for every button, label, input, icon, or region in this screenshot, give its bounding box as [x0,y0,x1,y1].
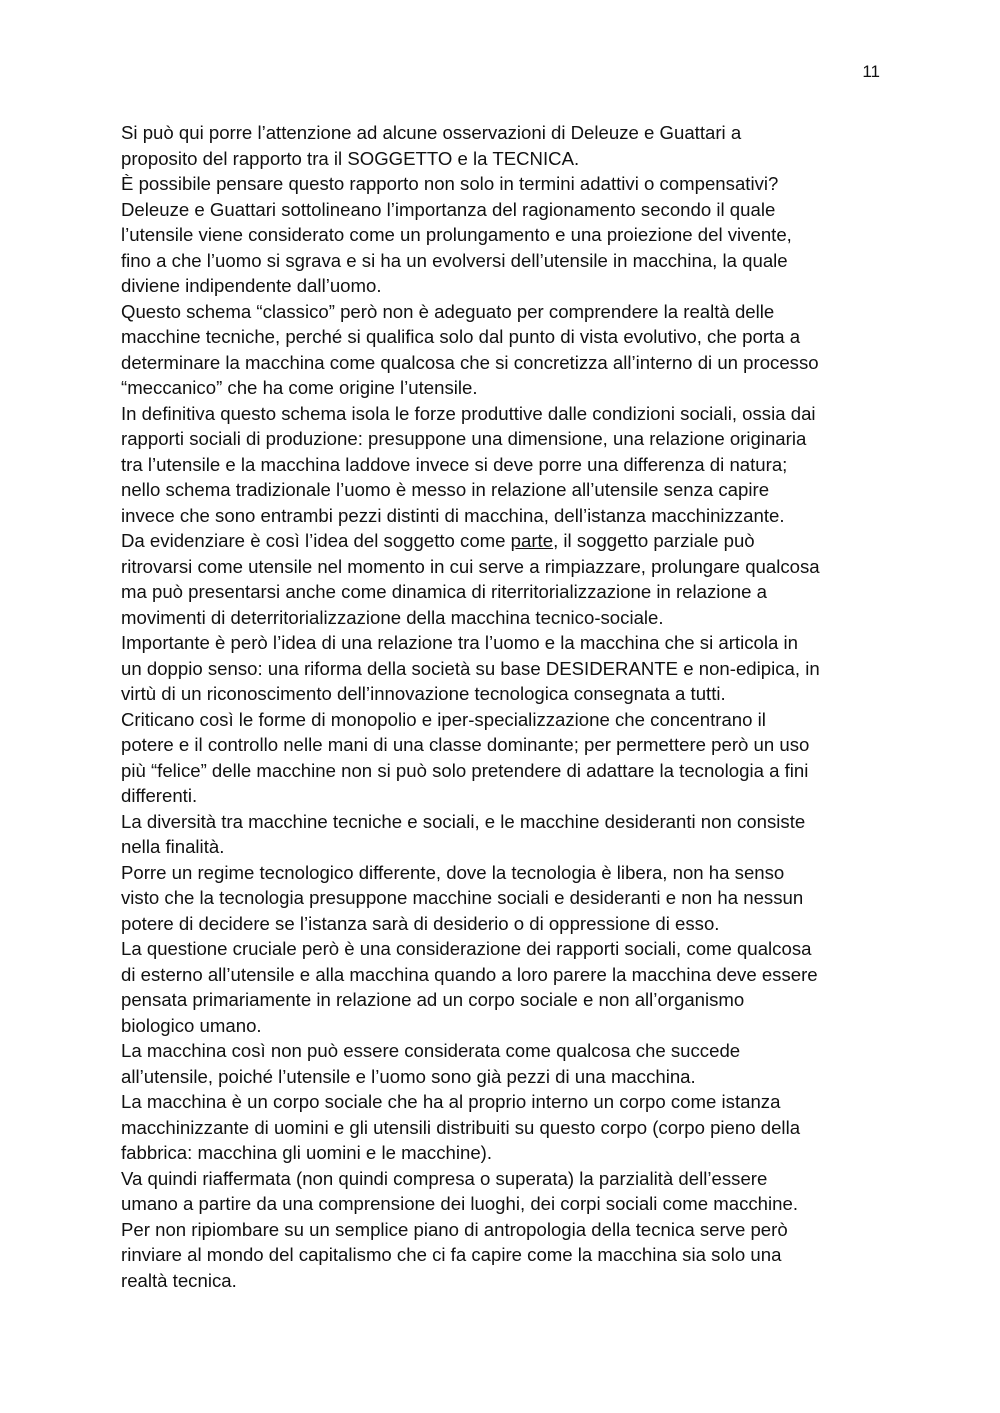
text-line: Questo schema “classico” però non è adeguato per comprendere la realtà delle [121,300,775,322]
text-line: Porre un regime tecnologico differente, dove la tecnologia è libera, non ha senso [121,861,785,883]
text-line: l’utensile viene considerato come un prolungamento e una proiezione del vivente, [121,224,792,245]
text-line: realtà tecnica. [121,1269,237,1291]
underlined-word: parte [510,530,554,551]
text-line: Criticano così le forme di monopolio e iper-specializzazione che concentrano il [121,708,766,730]
text-line: “meccanico” che ha come origine l’utensile. [121,377,478,398]
text-line: pensata primariamente in relazione ad un corpo sociale e non all’organismo [121,989,745,1010]
text-line: ritrovarsi come utensile nel momento in cui serve a rimpiazzare, prolungare qualcosa [121,555,820,577]
text-line: fino a che l’uomo si sgrava e si ha un evolversi dell’utensile in macchina, la quale [121,249,788,271]
text-line: all’utensile, poiché l’utensile e l’uomo sono già pezzi di una macchina. [121,1065,696,1087]
text-segment: Da evidenziare è così l’idea del soggetto come [121,530,511,551]
page-number: 11 [862,62,880,81]
text-line: rinviare al mondo del capitalismo che ci fa capire come la macchina sia solo una [121,1244,782,1265]
text-line: nella finalità. [121,836,225,857]
text-line: tra l’utensile e la macchina laddove invece si deve porre una differenza di natura; [121,453,788,475]
text-line: Va quindi riaffermata (non quindi compresa o superata) la parzialità dell’essere [121,1167,768,1189]
text-line: La questione cruciale però è una considerazione dei rapporti sociali, come qualcosa [121,938,812,959]
text-line: biologico umano. [121,1014,262,1036]
text-line: ma può presentarsi anche come dinamica di riterritorializzazione in relazione a [121,581,767,602]
text-line-with-underline [121,528,889,554]
text-line: Si può qui porre l’attenzione ad alcune osservazioni di Deleuze e Guattari a [121,122,742,143]
text-line: umano a partire da una comprensione dei luoghi, dei corpi sociali come macchine. [121,1193,798,1214]
text-line: un doppio senso: una riforma della società su base DESIDERANTE e non-edipica, in [121,657,820,679]
text-line: determinare la macchina come qualcosa che si concretizza all’interno di un processo [121,351,819,373]
text-line: proposito del rapporto tra il SOGGETTO e la TECNICA. [121,147,580,169]
text-segment: , il soggetto parziale può [553,530,755,551]
text-line: Per non ripiombare su un semplice piano di antropologia della tecnica serve però [121,1218,788,1240]
text-line: virtù di un riconoscimento dell’innovazione tecnologica consegnata a tutti. [121,683,726,704]
text-line: potere di decidere se l’istanza sarà di desiderio o di oppressione di esso. [121,912,720,934]
text-line: macchinizzante di uomini e gli utensili distribuiti su questo corpo (corpo pieno della [121,1116,801,1138]
text-line: La macchina così non può essere considerata come qualcosa che succede [121,1040,741,1061]
text-line: rapporti sociali di produzione: presuppone una dimensione, una relazione originaria [121,428,807,449]
text-line: invece che sono entrambi pezzi distinti di macchina, dell’istanza macchinizzante. [121,504,785,526]
text-line: nello schema tradizionale l’uomo è messo in relazione all’utensile senza capire [121,479,770,500]
text-line: diviene indipendente dall’uomo. [121,275,382,296]
text-line: movimenti di deterritorializzazione della macchina tecnico-sociale. [121,606,664,628]
text-line: Importante è però l’idea di una relazione tra l’uomo e la macchina che si articola in [121,632,798,653]
text-line: La diversità tra macchine tecniche e sociali, e le macchine desideranti non consiste [121,810,806,832]
text-line: Deleuze e Guattari sottolineano l’importanza del ragionamento secondo il quale [121,198,776,220]
text-line: potere e il controllo nelle mani di una classe dominante; per permettere però un uso [121,734,810,755]
body-text [121,120,889,1293]
text-line: fabbrica: macchina gli uomini e le macchine). [121,1142,493,1163]
text-line: visto che la tecnologia presuppone macchine sociali e desideranti e non ha nessun [121,887,804,908]
text-line: differenti. [121,785,198,806]
text-line: di esterno all’utensile e alla macchina quando a loro parere la macchina deve essere [121,963,818,985]
text-line: È possibile pensare questo rapporto non solo in termini adattivi o compensativi? [121,173,779,194]
text-line: In definitiva questo schema isola le forze produttive dalle condizioni sociali, ossia dai [121,402,816,424]
text-line: più “felice” delle macchine non si può solo pretendere di adattare la tecnologia a fini [121,759,809,781]
text-line: La macchina è un corpo sociale che ha al proprio interno un corpo come istanza [121,1091,781,1112]
text-line: macchine tecniche, perché si qualifica solo dal punto di vista evolutivo, che porta a [121,326,801,347]
